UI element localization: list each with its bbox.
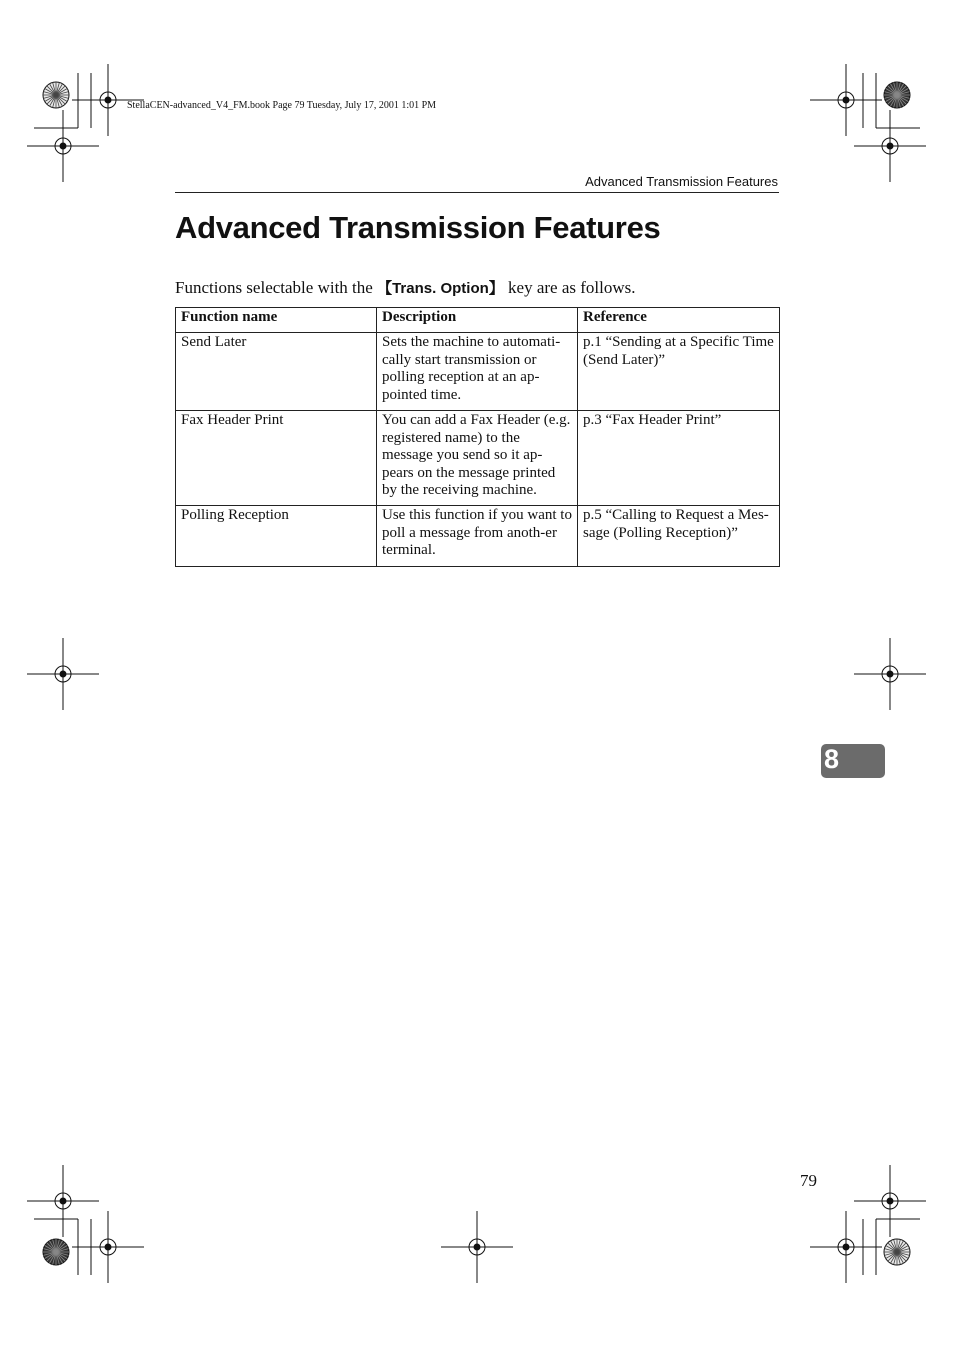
registration-crosshair-icon [27,1165,99,1237]
registration-crosshair-icon [27,638,99,710]
table-row [176,411,780,506]
book-info-line: StellaCEN-advanced_V4_FM.book Page 79 Tuesday, July 17, 2001 1:01 PM [127,100,437,111]
header-reference: Reference [578,308,780,333]
registration-starburst-icon [43,1239,69,1265]
description-cell: You can add a Fax Header (e.g. registered name) to the message you send so it ap-pears on the message printed by the receiving machine. [377,411,578,506]
registration-crosshair-icon [810,64,882,136]
registration-crosshair-icon [854,638,926,710]
reference-cell: p.3 “Fax Header Print” [578,411,780,506]
table-header-row [176,308,780,333]
intro-paragraph [175,277,636,298]
intro-text-after: key are as follows. [503,278,636,297]
reference-cell: p.5 “Calling to Request a Mes-sage (Polling Reception)” [578,506,780,567]
key-bracket-close: 】 [488,280,504,297]
intro-text-before: Functions selectable with the [175,278,378,297]
description-cell: Use this function if you want to poll a message from anoth-er terminal. [377,506,578,567]
header-description: Description [377,308,578,333]
function-name-cell: Polling Reception [176,506,377,567]
registration-crosshair-icon [27,110,99,182]
registration-crosshair-icon [810,1211,882,1283]
registration-crosshair-icon [854,1165,926,1237]
header-rule [175,192,779,193]
page-number: 79 [800,1171,817,1190]
reference-cell: p.1 “Sending at a Specific Time (Send Later)” [578,333,780,411]
features-table [175,307,780,567]
registration-starburst-icon [43,82,69,108]
running-header: Advanced Transmission Features [585,174,778,189]
chapter-tab-number: 8 [824,744,840,774]
chapter-tab [821,744,885,778]
description-cell: Sets the machine to automati-cally start transmission or polling reception at an ap-pointed time. [377,333,578,411]
page-title: Advanced Transmission Features [175,210,661,245]
registration-crosshair-icon [441,1211,513,1283]
registration-starburst-icon [884,1239,910,1265]
header-function-name: Function name [176,308,377,333]
function-name-cell: Fax Header Print [176,411,377,506]
trans-option-key: Trans. Option [392,280,489,297]
function-name-cell: Send Later [176,333,377,411]
table-row [176,333,780,411]
registration-crosshair-icon [854,110,926,182]
registration-crosshair-icon [72,1211,144,1283]
table-row [176,506,780,567]
key-bracket-open: 【 [377,280,393,297]
registration-starburst-icon [884,82,910,108]
